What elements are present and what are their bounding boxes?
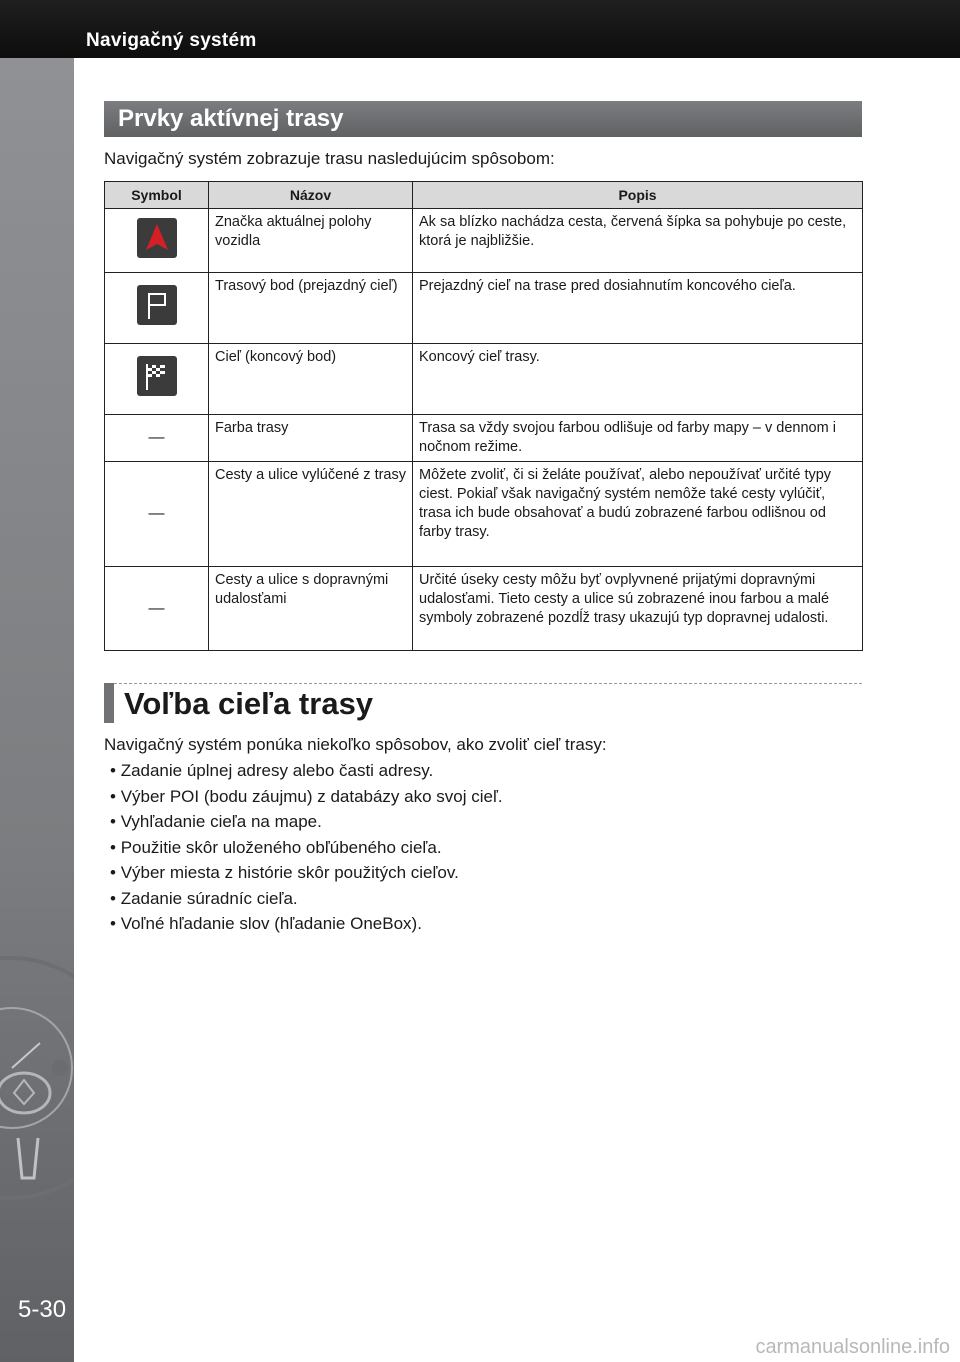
section-intro: Navigačný systém zobrazuje trasu nasledujúcim spôsobom: xyxy=(104,149,555,168)
column-header-symbol: Symbol xyxy=(105,182,209,209)
section-marker xyxy=(104,683,114,723)
table-header-row xyxy=(105,182,863,209)
name-cell: Cieľ (koncový bod) xyxy=(209,344,413,415)
sidebar-decoration xyxy=(0,58,74,1362)
route-elements-table xyxy=(104,181,863,651)
description-cell: Určité úseky cesty môžu byť ovplyvnené prijatými dopravnými udalosťami. Tieto cesty a ulice sú zobrazené inou farbou a malé symboly zobrazené pozdĺž trasy ukazujú typ dopravnej udalosti. xyxy=(413,567,863,651)
list-item: • Vyhľadanie cieľa na mape. xyxy=(110,809,503,835)
destination-options-list xyxy=(110,758,503,937)
list-item: • Voľné hľadanie slov (hľadanie OneBox). xyxy=(110,911,503,937)
list-item: • Zadanie súradníc cieľa. xyxy=(110,886,503,912)
symbol-cell xyxy=(105,344,209,415)
finish-flag-icon xyxy=(137,356,177,396)
table-row xyxy=(105,209,863,273)
table-row xyxy=(105,567,863,651)
table-row xyxy=(105,415,863,462)
steering-wheel-illustration xyxy=(0,58,74,1362)
waypoint-flag-icon xyxy=(137,285,177,325)
symbol-cell xyxy=(105,273,209,344)
list-item: • Zadanie úplnej adresy alebo časti adresy. xyxy=(110,758,503,784)
symbol-cell xyxy=(105,462,209,567)
chapter-title: Navigačný systém xyxy=(86,30,257,51)
table-row xyxy=(105,273,863,344)
vehicle-position-arrow-icon xyxy=(137,218,177,258)
top-bar xyxy=(0,0,960,58)
symbol-cell xyxy=(105,209,209,273)
description-cell: Trasa sa vždy svojou farbou odlišuje od farby mapy – v dennom i nočnom režime. xyxy=(413,415,863,462)
symbol-cell xyxy=(105,415,209,462)
section-heading-active-route xyxy=(104,101,862,137)
list-item: • Výber miesta z histórie skôr použitých cieľov. xyxy=(110,860,503,886)
section-title: Prvky aktívnej trasy xyxy=(118,105,344,132)
symbol-dash: — xyxy=(148,429,165,446)
description-cell: Prejazdný cieľ na trase pred dosiahnutím koncového cieľa. xyxy=(413,273,863,344)
description-cell: Môžete zvoliť, či si želáte používať, alebo nepoužívať určité typy ciest. Pokiaľ však navigačný systém nemôže také cesty vylúčiť, trasa ich bude obsahovať a budú zobrazené farbou odlišnou od farby trasy. xyxy=(413,462,863,567)
section-heading-destination: Voľba cieľa trasy xyxy=(124,686,374,721)
table-row xyxy=(105,462,863,567)
name-cell: Farba trasy xyxy=(209,415,413,462)
symbol-dash: — xyxy=(148,505,165,522)
section-intro: Navigačný systém ponúka niekoľko spôsobov, ako zvoliť cieľ trasy: xyxy=(104,735,607,754)
table-row xyxy=(105,344,863,415)
page-number: 5-30 xyxy=(18,1296,67,1323)
symbol-cell xyxy=(105,567,209,651)
column-header-description: Popis xyxy=(413,182,863,209)
name-cell: Značka aktuálnej polohy vozidla xyxy=(209,209,413,273)
list-item: • Výber POI (bodu záujmu) z databázy ako svoj cieľ. xyxy=(110,784,503,810)
section-divider xyxy=(104,683,862,684)
name-cell: Trasový bod (prejazdný cieľ) xyxy=(209,273,413,344)
symbol-dash: — xyxy=(148,599,165,617)
list-item: • Použitie skôr uloženého obľúbeného cieľa. xyxy=(110,835,503,861)
name-cell: Cesty a ulice vylúčené z trasy xyxy=(209,462,413,567)
column-header-name: Názov xyxy=(209,182,413,209)
description-cell: Koncový cieľ trasy. xyxy=(413,344,863,415)
name-cell: Cesty a ulice s dopravnými udalosťami xyxy=(209,567,413,651)
watermark: carmanualsonline.info xyxy=(755,1336,950,1358)
description-cell: Ak sa blízko nachádza cesta, červená šípka sa pohybuje po ceste, ktorá je najbližšie. xyxy=(413,209,863,273)
